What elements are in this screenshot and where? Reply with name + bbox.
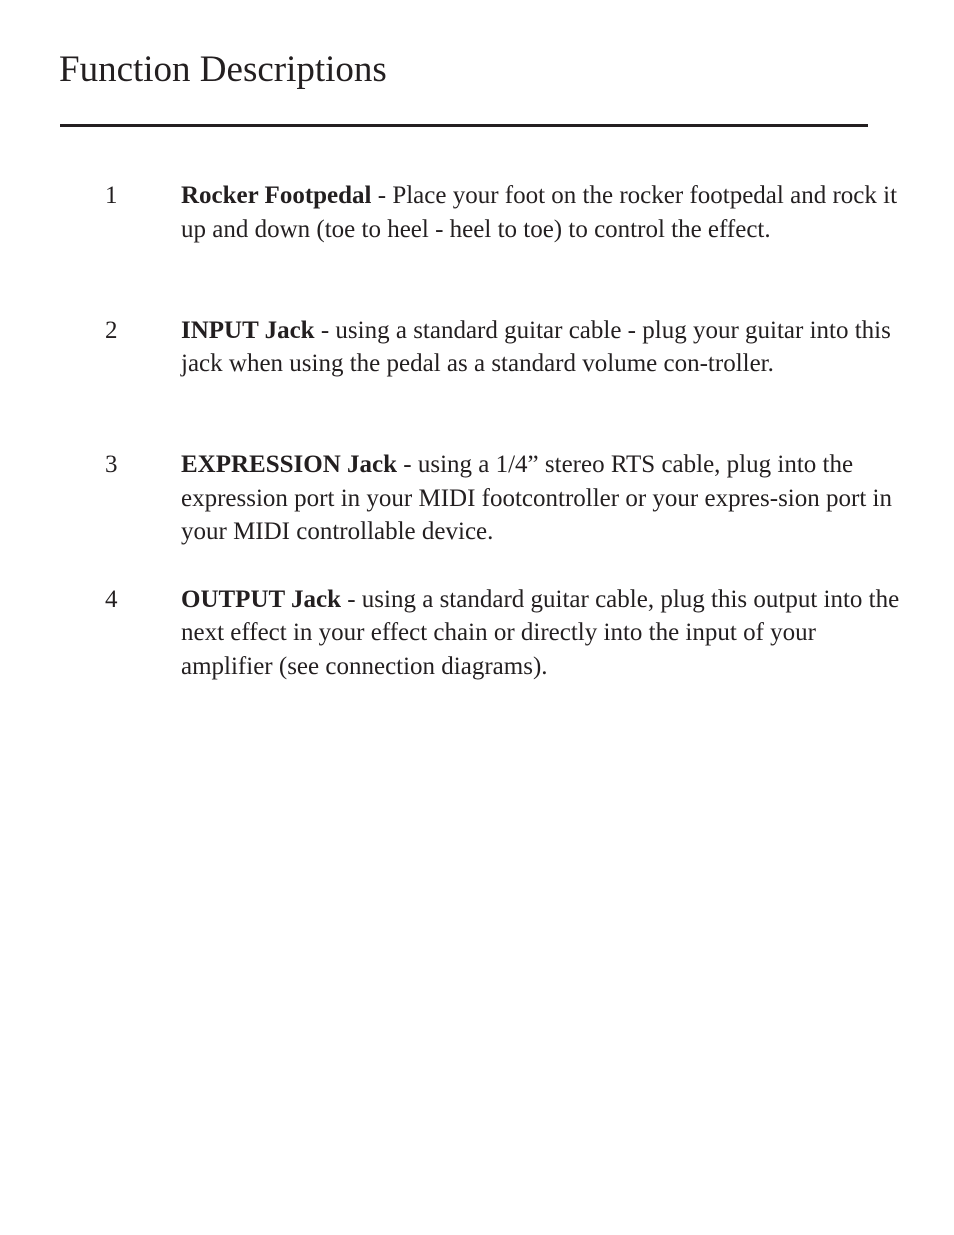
item-number: 1: [105, 182, 118, 209]
title-divider: [60, 124, 868, 127]
function-item-input-jack: [0, 314, 954, 449]
item-description: - Place your foot on the rocker footpedal and rock it up and down (toe to heel - heel to toe) to control the effect.: [181, 182, 898, 243]
item-number: 2: [105, 316, 118, 344]
item-description: - using a standard guitar cable - plug your guitar into this jack when using the pedal as a standard volume con-troller.: [181, 316, 891, 378]
function-item-output-jack: [0, 583, 954, 718]
item-description: - using a standard guitar cable, plug this output into the next effect in your effect chain or directly into the input of your amplifier (see connection diagrams).: [181, 585, 900, 680]
item-text: [181, 314, 901, 381]
page-title: Function Descriptions: [59, 49, 387, 90]
item-number: 4: [105, 585, 118, 613]
item-number: 3: [105, 451, 118, 478]
function-item-rocker-footpedal: [0, 179, 954, 314]
item-term: INPUT Jack: [181, 316, 315, 344]
item-description: - using a 1/4” stereo RTS cable, plug into the expression port in your MIDI footcontroller or your expres-sion port in your MIDI controllable device.: [181, 451, 892, 546]
item-term: OUTPUT Jack: [181, 585, 341, 613]
item-text: [181, 583, 901, 684]
function-list: [0, 179, 954, 717]
item-text: [181, 448, 901, 549]
function-item-expression-jack: [0, 448, 954, 583]
item-text: [181, 179, 901, 246]
item-term: Rocker Footpedal: [181, 182, 372, 209]
item-term: EXPRESSION Jack: [181, 451, 398, 478]
